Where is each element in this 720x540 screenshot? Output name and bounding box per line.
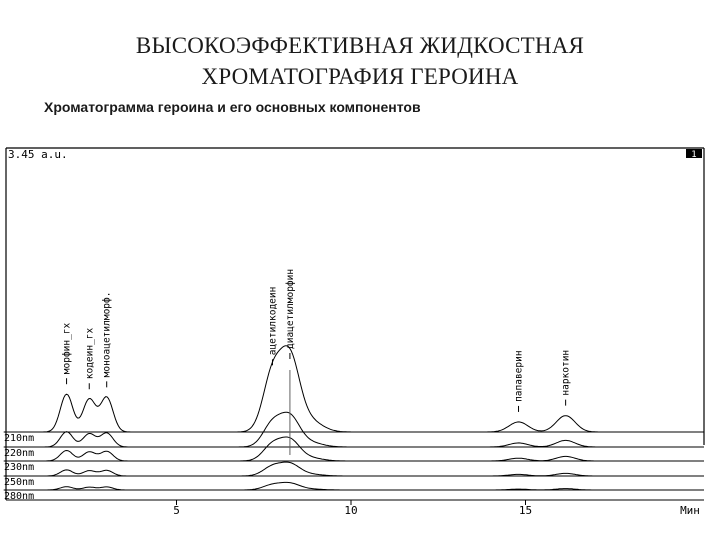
trace-label-230nm: 230nm xyxy=(4,462,35,473)
peak-label-3: ацетилкодеин xyxy=(267,286,279,356)
title-line-2: ХРОМАТОГРАФИЯ ГЕРОИНА xyxy=(201,64,519,89)
x-axis-label: Мин xyxy=(680,504,700,517)
y-scale-label: 3.45 a.u. xyxy=(8,148,68,161)
x-tick-label-10: 10 xyxy=(344,504,358,517)
peak-label-1: кодеин_гх xyxy=(84,327,96,380)
peak-label-2: моноацетилморф. xyxy=(101,291,113,378)
trace-label-250nm: 250nm xyxy=(4,477,35,488)
x-axis xyxy=(6,500,704,517)
trace-230nm xyxy=(4,437,683,461)
peak-label-0: морфин_гх xyxy=(61,322,73,375)
chart-subtitle: Хроматограмма героина и его основных компонентов xyxy=(44,99,421,115)
trace-250nm xyxy=(4,462,683,476)
trace-label-210nm: 210nm xyxy=(4,433,35,444)
x-tick-label-5: 5 xyxy=(173,504,180,517)
peak-label-4: диацетилморфин xyxy=(284,268,296,349)
trace-label-220nm: 220nm xyxy=(4,448,35,459)
x-tick-label-15: 15 xyxy=(518,504,533,517)
peak-label-6: наркотин xyxy=(560,349,572,396)
trace-280nm xyxy=(4,482,683,490)
peak-label-5: папаверин xyxy=(513,350,525,402)
trace-label-280nm: 280nm xyxy=(4,491,35,502)
corner-label: 1 xyxy=(691,150,697,160)
title-line-1: ВЫСОКОЭФФЕКТИВНАЯ ЖИДКОСТНАЯ xyxy=(135,33,585,58)
peak-label-group xyxy=(62,269,572,455)
trace-220nm xyxy=(4,412,683,447)
